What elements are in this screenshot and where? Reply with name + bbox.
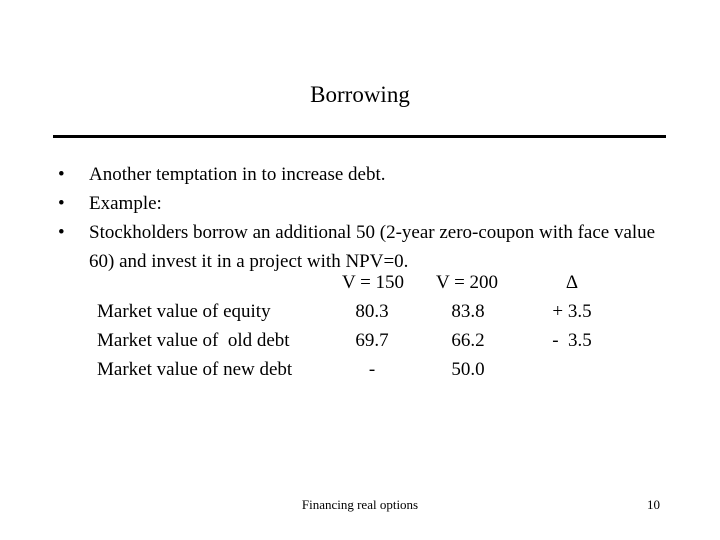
slide-footer: Financing real options [301,497,419,512]
cell-equity-v200: 83.8 [451,301,485,322]
bullet-text: Stockholders borrow an additional 50 (2-year zero-coupon with face value 60) and invest it in a project with NPV=0. [89,222,656,272]
header-delta: Δ [565,272,579,293]
row-label-new-debt: Market value of new debt [97,359,293,380]
row-label-old-debt: Market value of old debt [97,330,290,351]
cell-equity-delta: + 3.5 [552,301,592,322]
header-v200: V = 200 [435,272,499,293]
slide-title: Borrowing [310,82,410,107]
cell-equity-v150: 80.3 [355,301,389,322]
cell-old-debt-v150: 69.7 [355,330,389,351]
header-v150: V = 150 [341,272,405,293]
cell-old-debt-v200: 66.2 [451,330,485,351]
bullet-marker: • [58,222,65,243]
bullet-text: Example: [89,193,162,214]
cell-new-debt-v200: 50.0 [451,359,485,380]
bullet-text: Another temptation in to increase debt. [89,164,386,185]
row-label-equity: Market value of equity [97,301,271,322]
page-number: 10 [647,497,660,512]
bullet-marker: • [58,193,65,214]
cell-old-debt-delta: - 3.5 [552,330,592,351]
cell-new-debt-v150: - [368,359,376,380]
bullet-marker: • [58,164,65,185]
